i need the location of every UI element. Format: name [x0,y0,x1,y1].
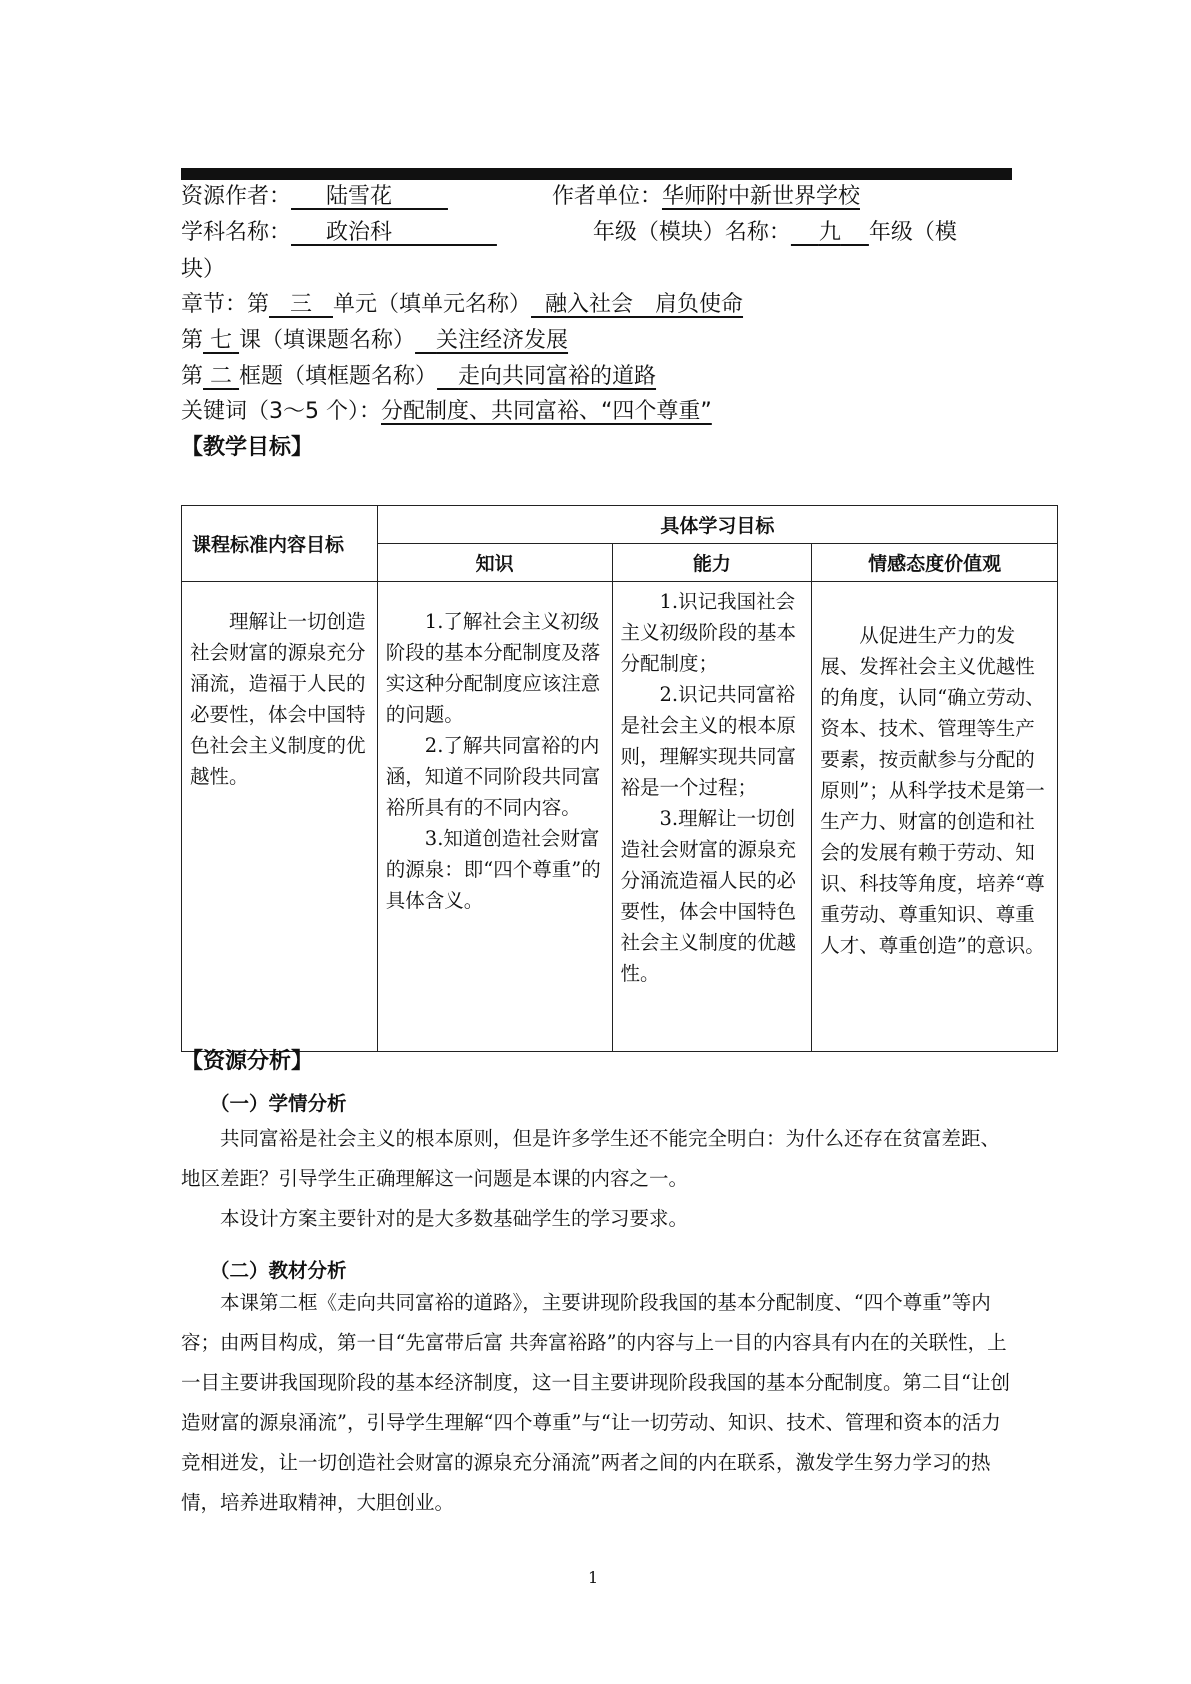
author-label: 资源作者： [181,184,292,209]
standard-text: 理解让一切创造社会财富的源泉充分涌流，造福于人民的必要性，体会中国特色社会主义制度的优越性。 [190,610,366,788]
knowledge-item: 3.知道创造社会财富的源泉：即“四个尊重”的具体含义。 [385,827,601,912]
grade-value: 九 [818,220,841,245]
col-standard-header: 课程标准内容目标 [182,506,378,582]
grade-suffix-line: 块） [181,257,226,282]
grade-label: 年级（模块）名称： [592,220,791,245]
ability-item: 3.理解让一切创造社会财富的源泉充分涌流造福人民的必要性，体会中国特色社会主义制度的优越性。 [620,807,797,985]
chapter-no: 三 [290,292,313,317]
teaching-goals-title: 【教学目标】 [181,435,314,460]
unit-label: 作者单位： [551,184,662,209]
student-analysis-heading: （一）学情分析 [210,1092,347,1115]
keywords-value: 分配制度、共同富裕、“四个尊重” [381,399,712,424]
grade-suffix: 年级（模 [868,220,957,245]
emotion-cell [812,582,1058,1052]
student-analysis-para: 本设计方案主要针对的是大多数基础学生的学习要求。 [220,1207,689,1230]
chapter-name: 融入社会 肩负使命 [545,292,744,317]
textbook-analysis-para: 本课第二框《走向共同富裕的道路》，主要讲现阶段我国的基本分配制度、“四个尊重”等内容；由两目构成，第一目“先富带后富 共奔富裕路”的内容与上一目的内容具有内在的关联性，上一目主要讲我国现阶段的基本经济制度，这一目主要讲现阶段我国的基本分配制度。第二目“让创造财富的源泉涌流”，引导学生理解“四个尊重”与“让一切劳动、知识、技术、管理和资本的活力竞相迸发，让一切创造社会财富的源泉充分涌流”两者之间的内在联系，激发学生努力学习的热情，培养进取精神，大胆创业。 [181,1291,1010,1514]
frame-no: 二 [210,364,233,389]
knowledge-item: 2.了解共同富裕的内涵，知道不同阶段共同富裕所具有的不同内容。 [385,734,601,819]
author-value: 陆雪花 [325,184,392,209]
col-knowledge-header: 知识 [377,544,612,582]
standard-cell [182,582,378,1052]
chapter-line: 章节：第 三 单元（填单元名称） 融入社会 肩负使命 [181,292,744,317]
page-number: 1 [588,1568,599,1587]
knowledge-cell [377,582,612,1052]
header-rule [181,168,1012,180]
knowledge-item: 1.了解社会主义初级阶段的基本分配制度及落实这种分配制度应该注意的问题。 [385,610,601,726]
student-analysis-body [181,1119,1011,1239]
resource-analysis-title: 【资源分析】 [181,1049,314,1074]
subject-line [181,218,957,248]
frame-line: 第 二 框题（填框题名称） 走向共同富裕的道路 [181,364,657,389]
emotion-text: 从促进生产力的发展、发挥社会主义优越性的角度，认同“确立劳动、资本、技术、管理等生产要素，按贡献参与分配的原则”；从科学技术是第一生产力、财富的创造和社会的发展有赖于劳动、知识、科技等角度，培养“尊重劳动、尊重知识、尊重人才、尊重创造”的意识。 [820,624,1045,957]
keywords-line [181,397,712,427]
student-analysis-para: 共同富裕是社会主义的根本原则，但是许多学生还不能完全明白：为什么还存在贫富差距、地区差距？引导学生正确理解这一问题是本课的内容之一。 [181,1127,1001,1190]
unit-value: 华师附中新世界学校 [661,184,860,209]
textbook-analysis-body [181,1283,1011,1523]
col-ability-header: 能力 [612,544,812,582]
subject-label: 学科名称： [181,220,292,245]
ability-item: 2.识记共同富裕是社会主义的根本原则，理解实现共同富裕是一个过程； [620,683,797,799]
frame-name: 走向共同富裕的道路 [458,364,657,389]
lesson-no: 七 [210,328,233,353]
lesson-name: 关注经济发展 [436,328,569,353]
author-line [181,182,860,212]
textbook-analysis-heading: （二）教材分析 [210,1259,347,1282]
col-emotion-header: 情感态度价值观 [812,544,1058,582]
ability-cell [612,582,812,1052]
ability-item: 1.识记我国社会主义初级阶段的基本分配制度； [620,590,797,675]
keywords-label: 关键词（3～5 个）： [181,399,381,424]
teaching-goals-table [181,505,1058,1052]
lesson-line: 第 七 课（填课题名称） 关注经济发展 [181,328,569,353]
col-specific-header: 具体学习目标 [377,506,1057,544]
subject-value: 政治科 [325,220,392,245]
